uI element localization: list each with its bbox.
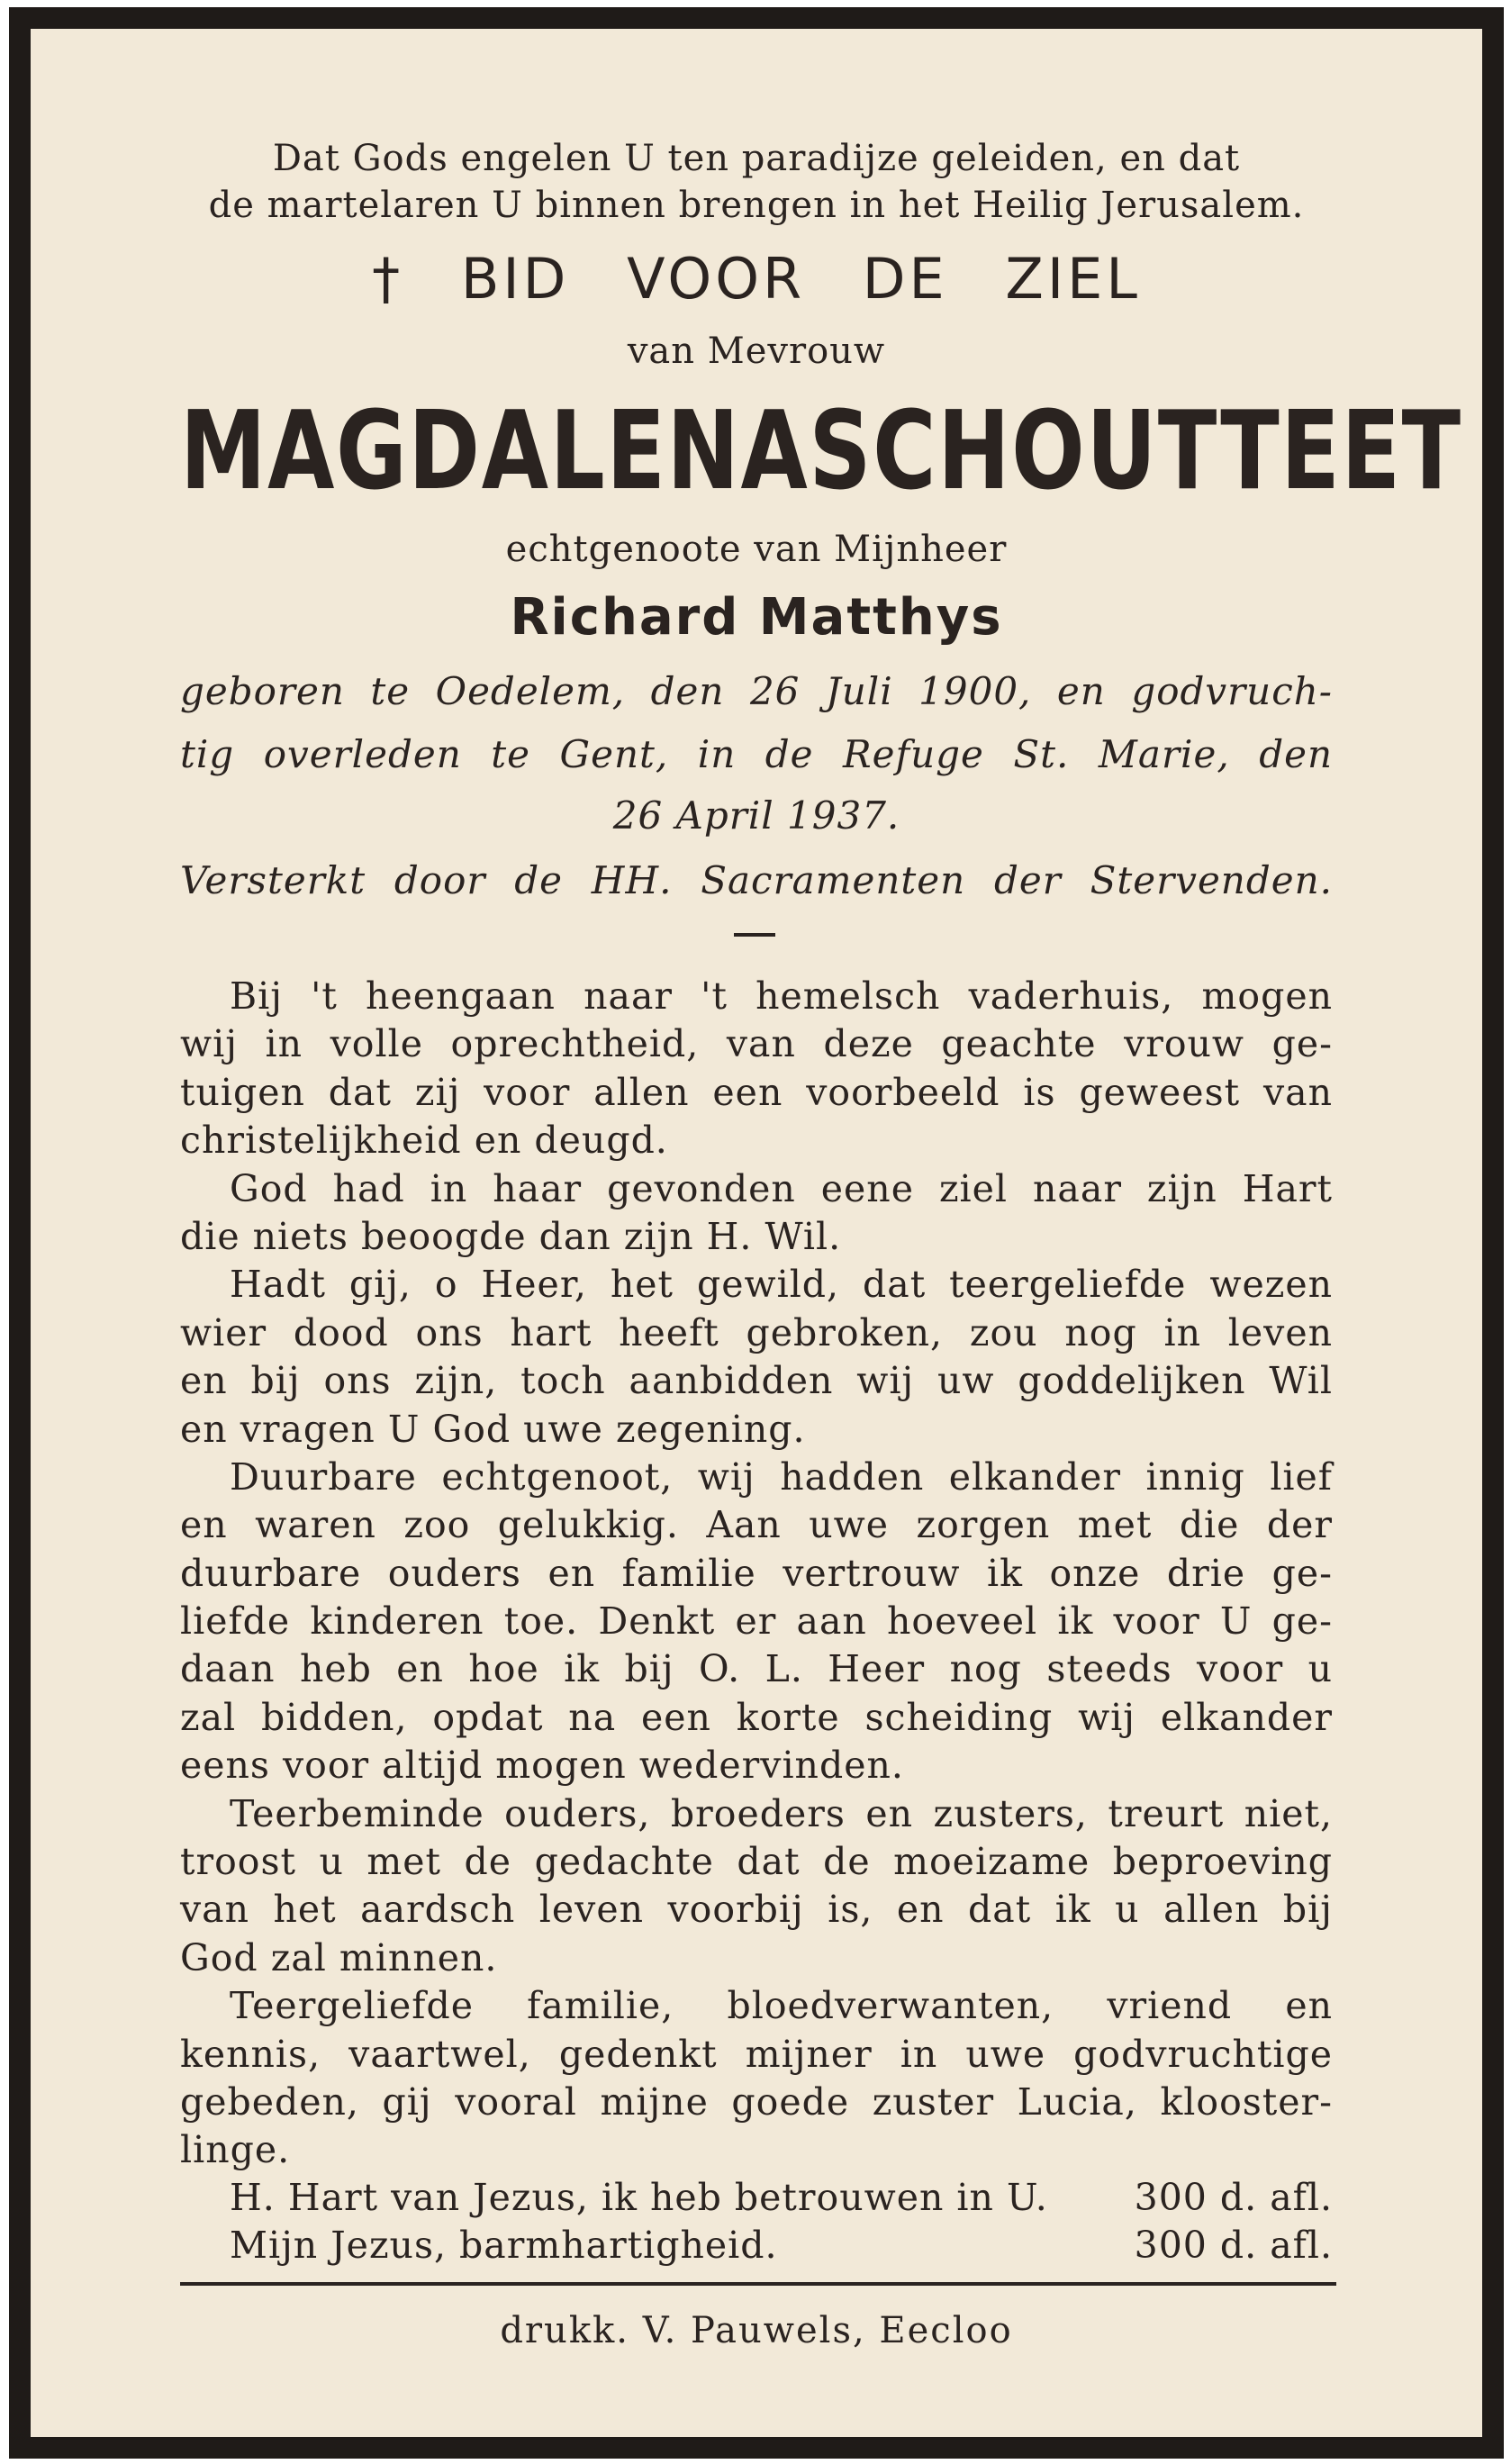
eulogy-line: eens voor altijd mogen wedervinden. (180, 1744, 904, 1788)
opening-prayer-line-2: de martelaren U binnen brengen in het Heilig Jerusalem. (208, 185, 1305, 226)
eulogy-line: tuigen dat zij voor allen een voorbeeld is geweest van (180, 1070, 1333, 1114)
heading-bid-voor-de-ziel (180, 243, 1333, 315)
opening-prayer (180, 135, 1333, 229)
eulogy-line: en waren zoo gelukkig. Aan uwe zorgen met die der (180, 1503, 1333, 1547)
eulogy-line: gebeden, gij vooral mijne goede zuster Lucia, klooster- (180, 2079, 1333, 2124)
spouse-prefix: echtgenoote van Mijnheer (505, 529, 1008, 570)
eulogy-line: liefde kinderen toe. Denkt er aan hoeveel ik voor U ge- (180, 1599, 1333, 1644)
eulogy-line: Duurbare echtgenoot, wij hadden elkander innig lief (230, 1454, 1333, 1499)
deceased-last-name: SCHOUTTEET (809, 389, 1462, 514)
eulogy-line: troost u met de gedachte dat de moeizame beproeving (180, 1840, 1333, 1884)
indulgence-prayer: Mijn Jezus, barmhartigheid. (230, 2224, 778, 2268)
cross-icon: † (372, 246, 404, 312)
footer-rule (180, 2282, 1336, 2286)
eulogy-line: Teerbeminde ouders, broeders en zusters, treurt niet, (230, 1791, 1333, 1835)
eulogy-line: daan heb en hoe ik bij O. L. Heer nog steeds voor u (180, 1647, 1333, 1691)
printer-credit: drukk. V. Pauwels, Eecloo (500, 2310, 1013, 2351)
eulogy-line: zal bidden, opdat na een korte scheiding wij elkander (180, 1695, 1333, 1739)
eulogy-line: God zal minnen. (180, 1935, 498, 1979)
sacraments-line: Versterkt door de HH. Sacramenten der Stervenden. (180, 858, 1333, 902)
heading-text: BID VOOR DE ZIEL (460, 246, 1141, 312)
eulogy-line: Teergeliefde familie, bloedverwanten, vriend en (230, 1984, 1333, 2028)
indulgence-value: 300 d. afl. (1134, 2224, 1333, 2268)
indulgence-row (180, 2222, 1333, 2269)
eulogy-line: en bij ons zijn, toch aanbidden wij uw goddelijken Wil (180, 1359, 1333, 1403)
birth-death-line-3: 26 April 1937. (612, 793, 900, 838)
eulogy-line: en vragen U God uwe zegening. (180, 1407, 806, 1451)
eulogy-line: christelijkheid en deugd. (180, 1119, 668, 1163)
eulogy-line: duurbare ouders en familie vertrouw ik onze drie ge- (180, 1551, 1333, 1595)
eulogy-line: kennis, vaartwel, gedenkt mijner in uwe godvruchtige (180, 2032, 1333, 2076)
eulogy-line: Hadt gij, o Heer, het gewild, dat teergeliefde wezen (230, 1263, 1333, 1307)
eulogy-line: God had in haar gevonden eene ziel naar zijn Hart (230, 1166, 1333, 1210)
eulogy-text (180, 973, 1333, 2175)
indulgence-prayer: H. Hart van Jezus, ik heb betrouwen in U. (230, 2176, 1048, 2219)
eulogy-line: Bij 't heengaan naar 't hemelsch vaderhuis, mogen (230, 974, 1333, 1018)
eulogy-line: wij in volle oprechtheid, van deze geachte vrouw ge- (180, 1022, 1333, 1066)
indulgences (180, 2174, 1333, 2270)
indulgence-row (180, 2174, 1333, 2222)
eulogy-line: linge. (180, 2128, 291, 2172)
eulogy-line: wier dood ons hart heeft gebroken, zou nog in leven (180, 1310, 1333, 1354)
van-mevrouw: van Mevrouw (627, 331, 886, 372)
indulgence-value: 300 d. afl. (1134, 2176, 1333, 2219)
separator-dash (734, 933, 775, 937)
eulogy-line: van het aardsch leven voorbij is, en dat ik u allen bij (180, 1888, 1333, 1932)
opening-prayer-line-1: Dat Gods engelen U ten paradijze geleiden, en dat (272, 138, 1241, 179)
birth-death-line-1: geboren te Oedelem, den 26 Juli 1900, en godvruch- (180, 669, 1333, 713)
deceased-first-name: MAGDALENA (180, 389, 810, 514)
deceased-name (180, 389, 1462, 515)
eulogy-line: die niets beoogde dan zijn H. Wil. (180, 1214, 842, 1258)
birth-death-line-2: tig overleden te Gent, in de Refuge St. Marie, den (180, 732, 1333, 776)
spouse-name: Richard Matthys (510, 588, 1003, 647)
